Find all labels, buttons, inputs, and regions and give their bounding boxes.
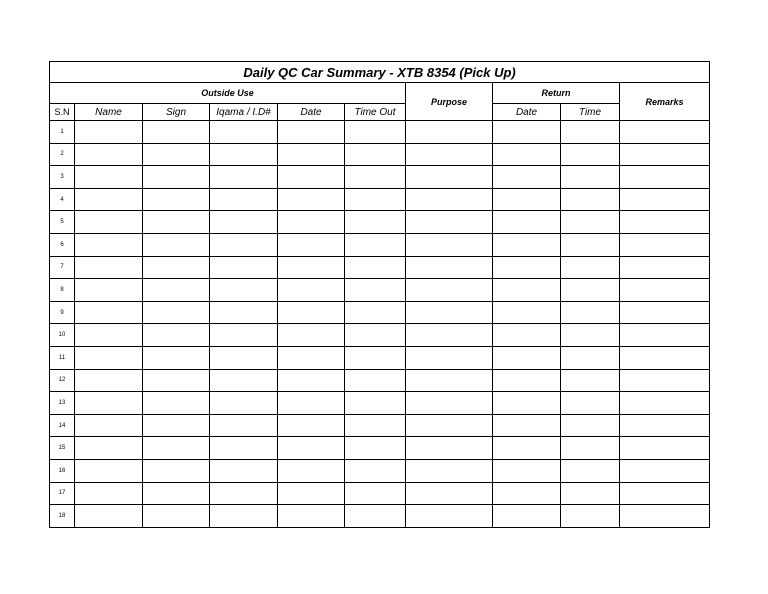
purpose-cell[interactable] (406, 369, 493, 392)
table-row (50, 459, 710, 482)
remarks-cell[interactable] (620, 482, 710, 505)
time-out-cell[interactable] (345, 414, 406, 437)
col-time-out: Time Out (345, 104, 406, 121)
sign-cell[interactable] (143, 279, 210, 302)
date-cell[interactable] (278, 121, 345, 144)
sign-cell[interactable] (143, 188, 210, 211)
iqama-cell[interactable] (210, 482, 278, 505)
table-row (50, 211, 710, 234)
name-cell[interactable] (75, 324, 143, 347)
table-row (50, 414, 710, 437)
time-out-cell[interactable] (345, 143, 406, 166)
name-cell[interactable] (75, 279, 143, 302)
row-number: 15 (50, 437, 75, 460)
row-number: 5 (50, 211, 75, 234)
return-time-cell[interactable] (561, 505, 620, 528)
date-cell[interactable] (278, 301, 345, 324)
col-sign: Sign (143, 104, 210, 121)
sign-cell[interactable] (143, 301, 210, 324)
return-time-cell[interactable] (561, 437, 620, 460)
return-time-cell[interactable] (561, 346, 620, 369)
remarks-cell[interactable] (620, 166, 710, 189)
return-time-cell[interactable] (561, 143, 620, 166)
date-cell[interactable] (278, 346, 345, 369)
return-date-cell[interactable] (493, 166, 561, 189)
return-time-cell[interactable] (561, 279, 620, 302)
return-time-cell[interactable] (561, 301, 620, 324)
time-out-cell[interactable] (345, 392, 406, 415)
return-time-cell[interactable] (561, 233, 620, 256)
remarks-cell[interactable] (620, 392, 710, 415)
return-time-cell[interactable] (561, 392, 620, 415)
sign-cell[interactable] (143, 211, 210, 234)
sign-cell[interactable] (143, 346, 210, 369)
date-cell[interactable] (278, 233, 345, 256)
iqama-cell[interactable] (210, 346, 278, 369)
table-row (50, 505, 710, 528)
time-out-cell[interactable] (345, 188, 406, 211)
return-date-cell[interactable] (493, 369, 561, 392)
sign-cell[interactable] (143, 392, 210, 415)
sign-cell[interactable] (143, 143, 210, 166)
table-row (50, 166, 710, 189)
name-cell[interactable] (75, 346, 143, 369)
remarks-cell[interactable] (620, 233, 710, 256)
iqama-cell[interactable] (210, 392, 278, 415)
row-number: 1 (50, 121, 75, 144)
row-number: 6 (50, 233, 75, 256)
remarks-cell[interactable] (620, 211, 710, 234)
table-body (50, 121, 710, 528)
table-row (50, 392, 710, 415)
table-row (50, 256, 710, 279)
sheet-title: Daily QC Car Summary - XTB 8354 (Pick Up) (50, 62, 710, 83)
row-number: 13 (50, 392, 75, 415)
return-date-cell[interactable] (493, 324, 561, 347)
return-date-cell[interactable] (493, 459, 561, 482)
purpose-cell[interactable] (406, 188, 493, 211)
time-out-cell[interactable] (345, 482, 406, 505)
time-out-cell[interactable] (345, 369, 406, 392)
row-number: 16 (50, 459, 75, 482)
sign-cell[interactable] (143, 324, 210, 347)
iqama-cell[interactable] (210, 324, 278, 347)
purpose-cell[interactable] (406, 233, 493, 256)
iqama-cell[interactable] (210, 121, 278, 144)
return-date-cell[interactable] (493, 346, 561, 369)
date-cell[interactable] (278, 369, 345, 392)
sign-cell[interactable] (143, 437, 210, 460)
return-date-cell[interactable] (493, 392, 561, 415)
row-number: 12 (50, 369, 75, 392)
return-date-cell[interactable] (493, 143, 561, 166)
table-row (50, 233, 710, 256)
purpose-cell[interactable] (406, 346, 493, 369)
iqama-cell[interactable] (210, 459, 278, 482)
summary-table (49, 61, 710, 528)
return-date-cell[interactable] (493, 437, 561, 460)
remarks-cell[interactable] (620, 279, 710, 302)
remarks-cell[interactable] (620, 346, 710, 369)
sign-cell[interactable] (143, 505, 210, 528)
purpose-cell[interactable] (406, 324, 493, 347)
date-cell[interactable] (278, 437, 345, 460)
name-cell[interactable] (75, 482, 143, 505)
date-cell[interactable] (278, 279, 345, 302)
purpose-cell[interactable] (406, 414, 493, 437)
time-out-cell[interactable] (345, 437, 406, 460)
date-cell[interactable] (278, 188, 345, 211)
return-date-cell[interactable] (493, 301, 561, 324)
row-number: 11 (50, 346, 75, 369)
purpose-cell[interactable] (406, 121, 493, 144)
row-number: 18 (50, 505, 75, 528)
remarks-cell[interactable] (620, 459, 710, 482)
iqama-cell[interactable] (210, 437, 278, 460)
time-out-cell[interactable] (345, 233, 406, 256)
date-cell[interactable] (278, 392, 345, 415)
return-header: Return (493, 83, 620, 104)
purpose-cell[interactable] (406, 301, 493, 324)
return-time-cell[interactable] (561, 369, 620, 392)
table-row (50, 437, 710, 460)
name-cell[interactable] (75, 256, 143, 279)
name-cell[interactable] (75, 166, 143, 189)
sign-cell[interactable] (143, 414, 210, 437)
row-number: 2 (50, 143, 75, 166)
iqama-cell[interactable] (210, 279, 278, 302)
sign-cell[interactable] (143, 166, 210, 189)
table-row (50, 482, 710, 505)
time-out-cell[interactable] (345, 166, 406, 189)
row-number: 3 (50, 166, 75, 189)
remarks-cell[interactable] (620, 301, 710, 324)
qc-car-summary-sheet (49, 61, 709, 529)
sign-cell[interactable] (143, 256, 210, 279)
iqama-cell[interactable] (210, 301, 278, 324)
iqama-cell[interactable] (210, 211, 278, 234)
table-row (50, 346, 710, 369)
name-cell[interactable] (75, 188, 143, 211)
purpose-cell[interactable] (406, 392, 493, 415)
time-out-cell[interactable] (345, 459, 406, 482)
remarks-cell[interactable] (620, 414, 710, 437)
col-sn: S.N (50, 104, 75, 121)
name-cell[interactable] (75, 301, 143, 324)
table-row (50, 121, 710, 144)
remarks-cell[interactable] (620, 505, 710, 528)
row-number: 17 (50, 482, 75, 505)
row-number: 10 (50, 324, 75, 347)
row-number: 4 (50, 188, 75, 211)
remarks-cell[interactable] (620, 256, 710, 279)
return-time-cell[interactable] (561, 121, 620, 144)
return-date-cell[interactable] (493, 505, 561, 528)
purpose-header: Purpose (406, 83, 493, 121)
time-out-cell[interactable] (345, 301, 406, 324)
name-cell[interactable] (75, 211, 143, 234)
table-row (50, 301, 710, 324)
return-date-cell[interactable] (493, 414, 561, 437)
name-cell[interactable] (75, 392, 143, 415)
purpose-cell[interactable] (406, 482, 493, 505)
table-row (50, 143, 710, 166)
time-out-cell[interactable] (345, 256, 406, 279)
return-date-cell[interactable] (493, 233, 561, 256)
time-out-cell[interactable] (345, 121, 406, 144)
purpose-cell[interactable] (406, 211, 493, 234)
return-date-cell[interactable] (493, 211, 561, 234)
remarks-cell[interactable] (620, 121, 710, 144)
iqama-cell[interactable] (210, 143, 278, 166)
purpose-cell[interactable] (406, 459, 493, 482)
sign-cell[interactable] (143, 459, 210, 482)
iqama-cell[interactable] (210, 369, 278, 392)
remarks-cell[interactable] (620, 437, 710, 460)
return-time-cell[interactable] (561, 211, 620, 234)
remarks-header: Remarks (620, 83, 710, 121)
row-number: 8 (50, 279, 75, 302)
time-out-cell[interactable] (345, 211, 406, 234)
return-time-cell[interactable] (561, 166, 620, 189)
iqama-cell[interactable] (210, 233, 278, 256)
sign-cell[interactable] (143, 121, 210, 144)
table-row (50, 279, 710, 302)
purpose-cell[interactable] (406, 437, 493, 460)
return-date-cell[interactable] (493, 188, 561, 211)
row-number: 14 (50, 414, 75, 437)
date-cell[interactable] (278, 166, 345, 189)
row-number: 7 (50, 256, 75, 279)
sign-cell[interactable] (143, 482, 210, 505)
date-cell[interactable] (278, 324, 345, 347)
return-time-cell[interactable] (561, 324, 620, 347)
col-return-date: Date (493, 104, 561, 121)
remarks-cell[interactable] (620, 188, 710, 211)
row-number: 9 (50, 301, 75, 324)
purpose-cell[interactable] (406, 256, 493, 279)
date-cell[interactable] (278, 414, 345, 437)
date-cell[interactable] (278, 459, 345, 482)
table-row (50, 369, 710, 392)
return-time-cell[interactable] (561, 188, 620, 211)
remarks-cell[interactable] (620, 143, 710, 166)
return-date-cell[interactable] (493, 279, 561, 302)
sign-cell[interactable] (143, 233, 210, 256)
name-cell[interactable] (75, 437, 143, 460)
date-cell[interactable] (278, 143, 345, 166)
purpose-cell[interactable] (406, 166, 493, 189)
purpose-cell[interactable] (406, 505, 493, 528)
name-cell[interactable] (75, 121, 143, 144)
return-time-cell[interactable] (561, 414, 620, 437)
name-cell[interactable] (75, 459, 143, 482)
time-out-cell[interactable] (345, 505, 406, 528)
date-cell[interactable] (278, 256, 345, 279)
iqama-cell[interactable] (210, 505, 278, 528)
return-time-cell[interactable] (561, 256, 620, 279)
col-date: Date (278, 104, 345, 121)
name-cell[interactable] (75, 414, 143, 437)
return-time-cell[interactable] (561, 482, 620, 505)
sign-cell[interactable] (143, 369, 210, 392)
time-out-cell[interactable] (345, 324, 406, 347)
table-row (50, 188, 710, 211)
remarks-cell[interactable] (620, 324, 710, 347)
outside-use-header: Outside Use (50, 83, 406, 104)
name-cell[interactable] (75, 505, 143, 528)
remarks-cell[interactable] (620, 369, 710, 392)
return-time-cell[interactable] (561, 459, 620, 482)
time-out-cell[interactable] (345, 346, 406, 369)
date-cell[interactable] (278, 211, 345, 234)
date-cell[interactable] (278, 505, 345, 528)
col-return-time: Time (561, 104, 620, 121)
iqama-cell[interactable] (210, 256, 278, 279)
purpose-cell[interactable] (406, 279, 493, 302)
purpose-cell[interactable] (406, 143, 493, 166)
name-cell[interactable] (75, 143, 143, 166)
col-iqama: Iqama / I.D# (210, 104, 278, 121)
return-date-cell[interactable] (493, 482, 561, 505)
iqama-cell[interactable] (210, 188, 278, 211)
iqama-cell[interactable] (210, 166, 278, 189)
return-date-cell[interactable] (493, 256, 561, 279)
name-cell[interactable] (75, 233, 143, 256)
date-cell[interactable] (278, 482, 345, 505)
iqama-cell[interactable] (210, 414, 278, 437)
table-row (50, 324, 710, 347)
time-out-cell[interactable] (345, 279, 406, 302)
return-date-cell[interactable] (493, 121, 561, 144)
name-cell[interactable] (75, 369, 143, 392)
col-name: Name (75, 104, 143, 121)
